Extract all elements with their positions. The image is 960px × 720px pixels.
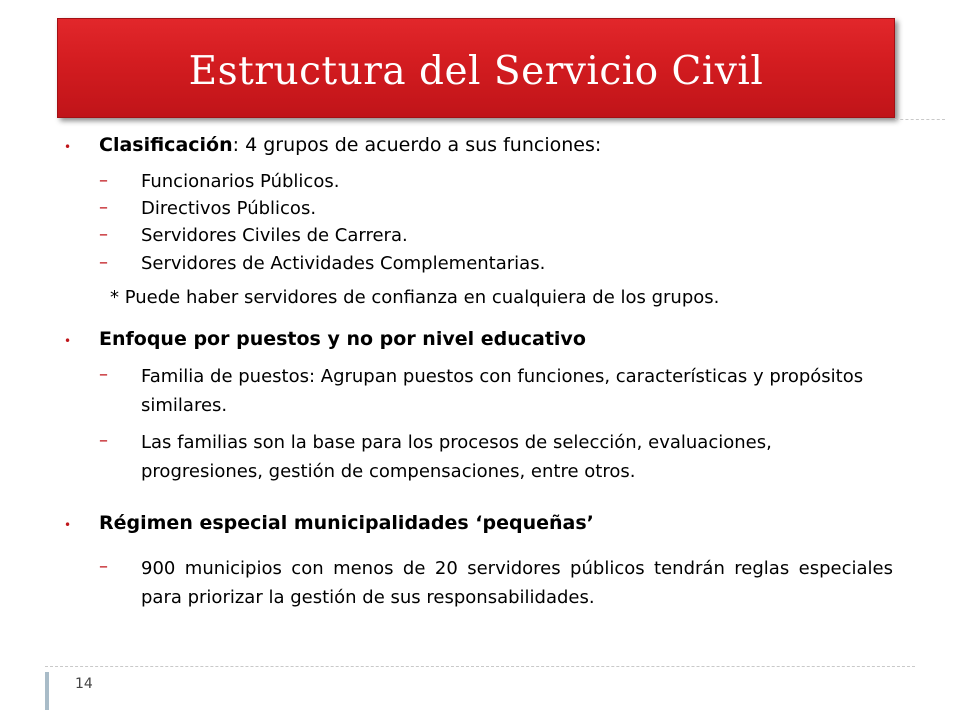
section1-item: Funcionarios Públicos. bbox=[141, 171, 340, 192]
bullet-icon: • bbox=[64, 518, 72, 532]
section2-item: Familia de puestos: Agrupan puestos con funciones, características y propósitos similares. bbox=[141, 366, 864, 416]
slide-title: Estructura del Servicio Civil bbox=[188, 48, 764, 94]
section1-item: Directivos Públicos. bbox=[141, 198, 317, 219]
bullet-icon: • bbox=[64, 334, 72, 348]
dash-icon: – bbox=[99, 197, 108, 218]
section2-heading: Enfoque por puestos y no por nivel educativo bbox=[99, 328, 586, 350]
bottom-dashed-divider bbox=[45, 666, 915, 667]
footer-vertical-bar bbox=[45, 672, 49, 710]
section1-item: Servidores Civiles de Carrera. bbox=[141, 225, 408, 246]
top-dashed-divider bbox=[895, 119, 945, 120]
dash-icon: – bbox=[99, 364, 108, 385]
section1-note: * Puede haber servidores de confianza en cualquiera de los grupos. bbox=[110, 287, 720, 308]
section1-item: Servidores de Actividades Complementarias. bbox=[141, 253, 546, 274]
title-banner bbox=[57, 18, 895, 118]
dash-icon: – bbox=[99, 556, 108, 577]
dash-icon: – bbox=[99, 224, 108, 245]
bullet-icon: • bbox=[64, 140, 72, 154]
section2-item: Las familias son la base para los procesos de selección, evaluaciones, progresiones, gestión de compensaciones, entre otros. bbox=[141, 432, 772, 482]
section1-heading bbox=[99, 133, 601, 157]
section3-heading: Régimen especial municipalidades ‘pequeñas’ bbox=[99, 512, 594, 534]
section1-heading-bold: Clasificación bbox=[99, 134, 233, 156]
page-number: 14 bbox=[75, 676, 93, 692]
dash-icon: – bbox=[99, 252, 108, 273]
section3-item: 900 municipios con menos de 20 servidores públicos tendrán reglas especiales para priorizar la gestión de sus responsabilidades. bbox=[141, 558, 893, 608]
dash-icon: – bbox=[99, 170, 108, 191]
dash-icon: – bbox=[99, 430, 108, 451]
section1-heading-rest: : 4 grupos de acuerdo a sus funciones: bbox=[232, 134, 602, 156]
